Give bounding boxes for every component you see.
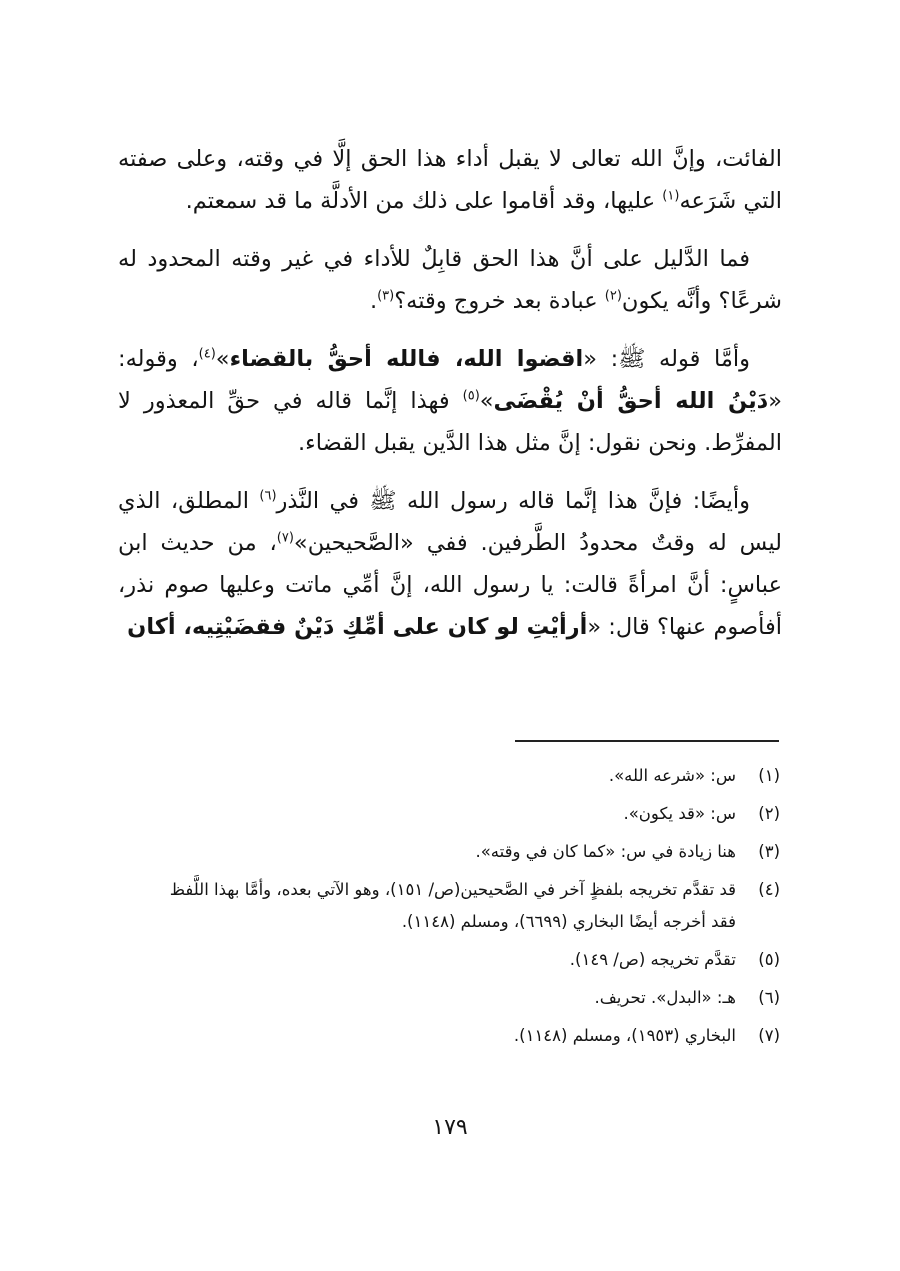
footnote-ref[interactable]: (٦) (259, 488, 277, 504)
footnote (140, 874, 780, 938)
footnote-ref[interactable]: (٢) (604, 288, 622, 304)
footnote (140, 836, 780, 868)
text-run: وأيضًا: فإنَّ هذا إنَّما قاله رسول الله ﷺ في النَّذر (276, 488, 751, 514)
footnote-text: هنا زيادة في س: «كما كان في وقته». (475, 842, 736, 861)
footnote-ref[interactable]: (٥) (462, 388, 480, 404)
text-run: ، وقوله: « (118, 346, 782, 414)
footnotes (140, 760, 780, 1058)
text-run: الفائت، وإنَّ الله تعالى لا يقبل أداء هذا الحق إلَّا في وقته، وعلى صفته التي شَرَعه (118, 146, 782, 214)
footnote (140, 982, 780, 1014)
text-run: المطلق، الذي ليس له وقتٌ محدودُ الطَّرفين. ففي «الصَّحيحين» (118, 488, 782, 556)
footnote-text: س: «قد يكون». (623, 804, 736, 823)
hadith-quote: دَيْنُ الله أحقُّ أنْ يُقْضَى (493, 388, 769, 414)
footnote (140, 944, 780, 976)
footnote-text: البخاري (١٩٥٣)، ومسلم (١١٤٨). (513, 1026, 736, 1045)
paragraph-3 (118, 338, 782, 464)
footnote-text: هـ: «البدل». تحريف. (594, 988, 736, 1007)
text-run: عبادة بعد خروج وقته؟ (394, 288, 605, 314)
main-text (118, 138, 782, 664)
text-run: فهذا إنَّما قاله في حقِّ المعذور لا المفرِّط. ونحن نقول: إنَّ مثل هذا الدَّين يقبل القضاء. (118, 388, 782, 456)
footnote-number: (١) (758, 766, 780, 785)
footnote-number: (٢) (758, 804, 780, 823)
text-run: . (369, 288, 378, 314)
footnote-number: (٧) (758, 1026, 780, 1045)
hadith-quote: اقضوا الله، فالله أحقُّ بالقضاء (229, 346, 584, 372)
footnote-ref[interactable]: (٤) (198, 346, 216, 362)
paragraph-4 (118, 480, 782, 648)
text-run: فما الدَّليل على أنَّ هذا الحق قابِلٌ للأداء في غير وقته المحدود له شرعًا؟ وأنَّه يكون (118, 246, 782, 314)
footnote-text: تقدَّم تخريجه (ص/ ١٤٩). (569, 950, 736, 969)
footnote-number: (٤) (758, 880, 780, 899)
hadith-quote: أرأيْتِ لو كان على أمِّكِ دَيْنٌ فقضَيْتِيه، أكان (127, 614, 588, 640)
footnote-ref[interactable]: (١) (662, 188, 680, 204)
paragraph-1 (118, 138, 782, 222)
footnote-text: س: «شرعه الله». (608, 766, 736, 785)
footnote-number: (٦) (758, 988, 780, 1007)
footnote (140, 760, 780, 792)
footnote (140, 1020, 780, 1052)
footnote-number: (٣) (758, 842, 780, 861)
text-run: وأمَّا قوله ﷺ: « (583, 346, 750, 372)
text-run: » (215, 346, 230, 372)
footnote (140, 798, 780, 830)
paragraph-2 (118, 238, 782, 322)
footnote-separator (515, 740, 779, 742)
text-run: عليها، وقد أقاموا على ذلك من الأدلَّة ما قد سمعتم. (185, 188, 663, 214)
footnote-ref[interactable]: (٧) (276, 530, 294, 546)
text-run: » (479, 388, 494, 414)
text-run: ، من حديث ابن عباسٍ: أنَّ امرأةً قالت: يا رسول الله، إنَّ أمِّي ماتت وعليها صوم نذر، أفأصوم عنها؟ قال: « (118, 530, 782, 640)
footnote-text: قد تقدَّم تخريجه بلفظٍ آخر في الصَّحيحين(ص/ ١٥١)، وهو الآتي بعده، وأمَّا بهذا اللَّفظ فقد أخرجه أيضًا البخاري (٦٦٩٩)، ومسلم (١١٤٨). (169, 880, 736, 931)
footnote-number: (٥) (758, 950, 780, 969)
footnote-ref[interactable]: (٣) (377, 288, 395, 304)
page-number: ١٧٩ (432, 1115, 468, 1140)
